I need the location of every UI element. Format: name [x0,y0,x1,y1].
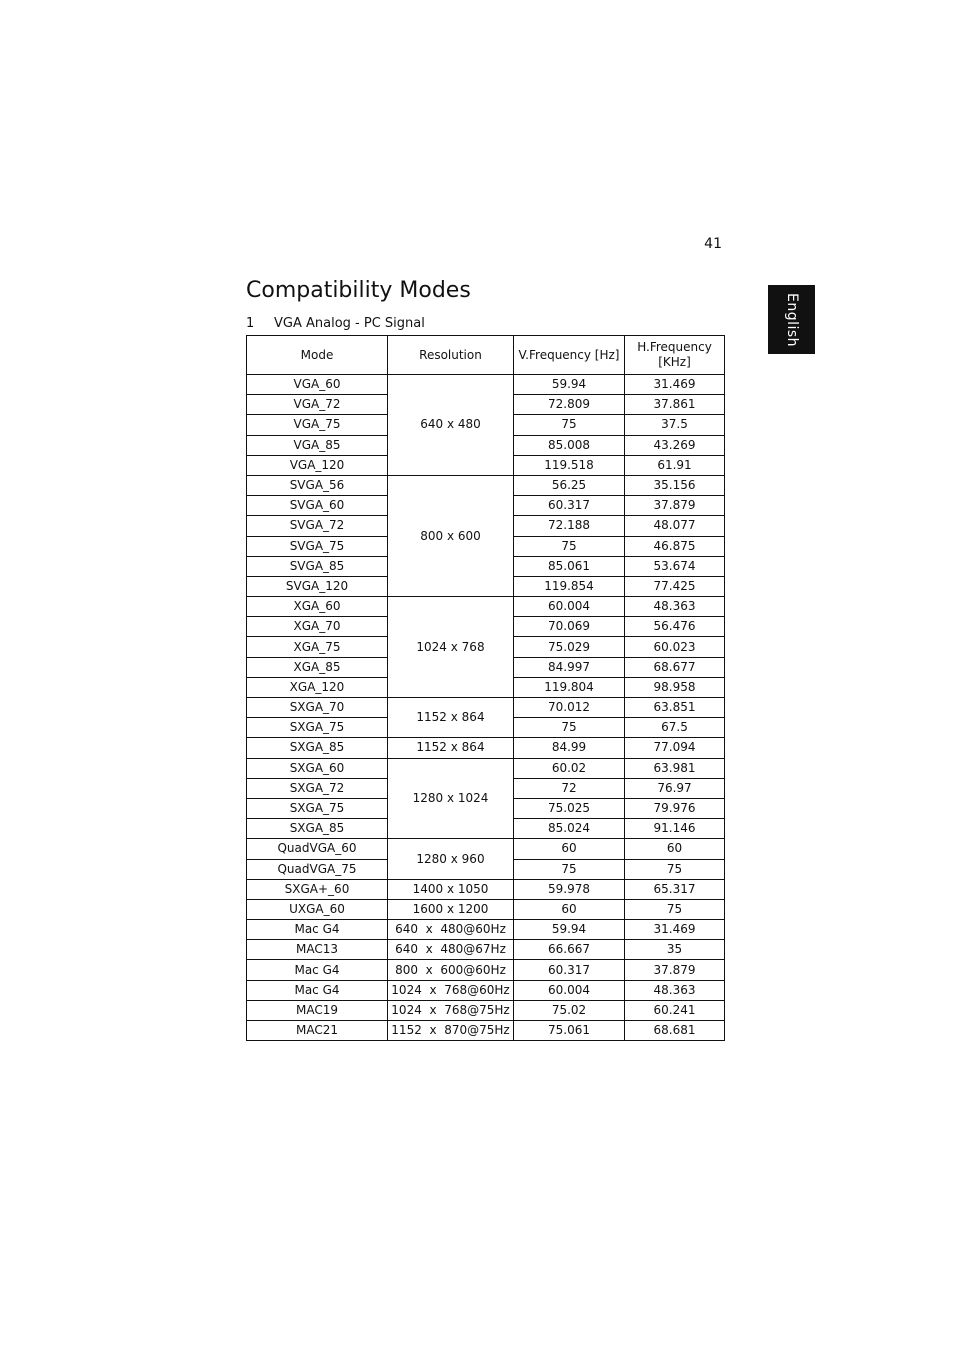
section-number: 1 [246,316,255,331]
vfrequency-cell: 72.188 [514,516,625,536]
hfrequency-cell: 31.469 [625,375,725,395]
vfrequency-cell: 75.029 [514,637,625,657]
table-body [247,375,725,1041]
mode-cell: QuadVGA_60 [247,839,388,859]
section-heading [246,316,425,331]
hfrequency-cell: 60 [625,839,725,859]
hfrequency-cell: 56.476 [625,617,725,637]
mode-cell: SVGA_120 [247,576,388,596]
vfrequency-cell: 66.667 [514,940,625,960]
vfrequency-cell: 72.809 [514,395,625,415]
resolution-cell: 1280 x 1024 [388,758,514,839]
page-title: Compatibility Modes [246,278,471,303]
hfrequency-cell: 43.269 [625,435,725,455]
hfrequency-cell: 37.861 [625,395,725,415]
resolution-cell: 1280 x 960 [388,839,514,879]
vfrequency-cell: 75.025 [514,798,625,818]
hfrequency-cell: 63.851 [625,698,725,718]
mode-cell: VGA_72 [247,395,388,415]
vfrequency-cell: 60 [514,899,625,919]
hfrequency-cell: 68.677 [625,657,725,677]
table-row [247,839,725,859]
vfrequency-cell: 60.004 [514,980,625,1000]
mode-cell: XGA_75 [247,637,388,657]
mode-cell: UXGA_60 [247,899,388,919]
table-row [247,920,725,940]
mode-cell: VGA_75 [247,415,388,435]
table-row [247,879,725,899]
vfrequency-cell: 75.061 [514,1021,625,1041]
mode-cell: SVGA_72 [247,516,388,536]
vfrequency-cell: 60.02 [514,758,625,778]
header-resolution: Resolution [388,336,514,375]
resolution-cell: 1152 x 864 [388,738,514,758]
vfrequency-cell: 60.004 [514,597,625,617]
mode-cell: Mac G4 [247,960,388,980]
hfrequency-cell: 79.976 [625,798,725,818]
mode-cell: Mac G4 [247,920,388,940]
table-row [247,1021,725,1041]
hfrequency-cell: 61.91 [625,455,725,475]
mode-cell: VGA_85 [247,435,388,455]
hfrequency-cell: 60.023 [625,637,725,657]
resolution-cell: 1152 x 870@75Hz [388,1021,514,1041]
vfrequency-cell: 60 [514,839,625,859]
vfrequency-cell: 119.854 [514,576,625,596]
resolution-cell: 1024 x 768 [388,597,514,698]
mode-cell: SXGA+_60 [247,879,388,899]
hfrequency-cell: 63.981 [625,758,725,778]
mode-cell: SXGA_85 [247,738,388,758]
table-row [247,738,725,758]
mode-cell: SVGA_75 [247,536,388,556]
hfrequency-cell: 91.146 [625,819,725,839]
mode-cell: Mac G4 [247,980,388,1000]
resolution-cell: 1152 x 864 [388,698,514,738]
section-title: VGA Analog - PC Signal [274,316,425,331]
table-row [247,698,725,718]
hfrequency-cell: 48.363 [625,980,725,1000]
mode-cell: SVGA_60 [247,496,388,516]
mode-cell: SVGA_56 [247,475,388,495]
mode-cell: SXGA_70 [247,698,388,718]
vfrequency-cell: 75 [514,859,625,879]
hfrequency-cell: 31.469 [625,920,725,940]
hfrequency-cell: 77.094 [625,738,725,758]
vfrequency-cell: 60.317 [514,496,625,516]
hfrequency-cell: 60.241 [625,1000,725,1020]
table-row [247,899,725,919]
hfrequency-cell: 65.317 [625,879,725,899]
resolution-cell: 640 x 480 [388,375,514,476]
table-row [247,960,725,980]
vfrequency-cell: 84.997 [514,657,625,677]
table-row [247,475,725,495]
hfrequency-cell: 35 [625,940,725,960]
hfrequency-cell: 37.879 [625,960,725,980]
table-row [247,375,725,395]
mode-cell: MAC21 [247,1021,388,1041]
table-row [247,597,725,617]
vfrequency-cell: 70.069 [514,617,625,637]
hfrequency-cell: 98.958 [625,677,725,697]
header-hfrequency: H.Frequency [KHz] [625,336,725,375]
table-row [247,980,725,1000]
mode-cell: SXGA_75 [247,718,388,738]
hfrequency-cell: 68.681 [625,1021,725,1041]
resolution-cell: 1024 x 768@75Hz [388,1000,514,1020]
table-header-row [247,336,725,375]
table-row [247,1000,725,1020]
mode-cell: SXGA_85 [247,819,388,839]
resolution-cell: 1400 x 1050 [388,879,514,899]
language-tab-label: English [783,292,800,347]
header-mode: Mode [247,336,388,375]
vfrequency-cell: 59.94 [514,920,625,940]
hfrequency-cell: 75 [625,899,725,919]
mode-cell: VGA_120 [247,455,388,475]
mode-cell: XGA_120 [247,677,388,697]
mode-cell: SXGA_60 [247,758,388,778]
resolution-cell: 640 x 480@67Hz [388,940,514,960]
hfrequency-cell: 53.674 [625,556,725,576]
hfrequency-cell: 35.156 [625,475,725,495]
mode-cell: XGA_85 [247,657,388,677]
mode-cell: MAC13 [247,940,388,960]
vfrequency-cell: 75 [514,536,625,556]
table-row [247,758,725,778]
mode-cell: XGA_60 [247,597,388,617]
hfrequency-cell: 48.077 [625,516,725,536]
hfrequency-cell: 75 [625,859,725,879]
vfrequency-cell: 59.978 [514,879,625,899]
mode-cell: SXGA_72 [247,778,388,798]
hfrequency-cell: 77.425 [625,576,725,596]
vfrequency-cell: 84.99 [514,738,625,758]
vfrequency-cell: 70.012 [514,698,625,718]
hfrequency-cell: 37.5 [625,415,725,435]
table-row [247,940,725,960]
header-vfrequency: V.Frequency [Hz] [514,336,625,375]
vfrequency-cell: 60.317 [514,960,625,980]
vfrequency-cell: 85.061 [514,556,625,576]
mode-cell: MAC19 [247,1000,388,1020]
mode-cell: QuadVGA_75 [247,859,388,879]
resolution-cell: 800 x 600 [388,475,514,596]
mode-cell: SVGA_85 [247,556,388,576]
vfrequency-cell: 75 [514,415,625,435]
vfrequency-cell: 85.008 [514,435,625,455]
vfrequency-cell: 75.02 [514,1000,625,1020]
hfrequency-cell: 67.5 [625,718,725,738]
resolution-cell: 1600 x 1200 [388,899,514,919]
vfrequency-cell: 56.25 [514,475,625,495]
hfrequency-cell: 46.875 [625,536,725,556]
hfrequency-cell: 76.97 [625,778,725,798]
hfrequency-cell: 37.879 [625,496,725,516]
vfrequency-cell: 59.94 [514,375,625,395]
vfrequency-cell: 119.518 [514,455,625,475]
vfrequency-cell: 85.024 [514,819,625,839]
mode-cell: XGA_70 [247,617,388,637]
mode-cell: VGA_60 [247,375,388,395]
resolution-cell: 800 x 600@60Hz [388,960,514,980]
compatibility-table [246,335,725,1041]
resolution-cell: 1024 x 768@60Hz [388,980,514,1000]
vfrequency-cell: 119.804 [514,677,625,697]
vfrequency-cell: 72 [514,778,625,798]
mode-cell: SXGA_75 [247,798,388,818]
vfrequency-cell: 75 [514,718,625,738]
resolution-cell: 640 x 480@60Hz [388,920,514,940]
language-tab [768,285,815,354]
page-number: 41 [704,236,722,252]
hfrequency-cell: 48.363 [625,597,725,617]
